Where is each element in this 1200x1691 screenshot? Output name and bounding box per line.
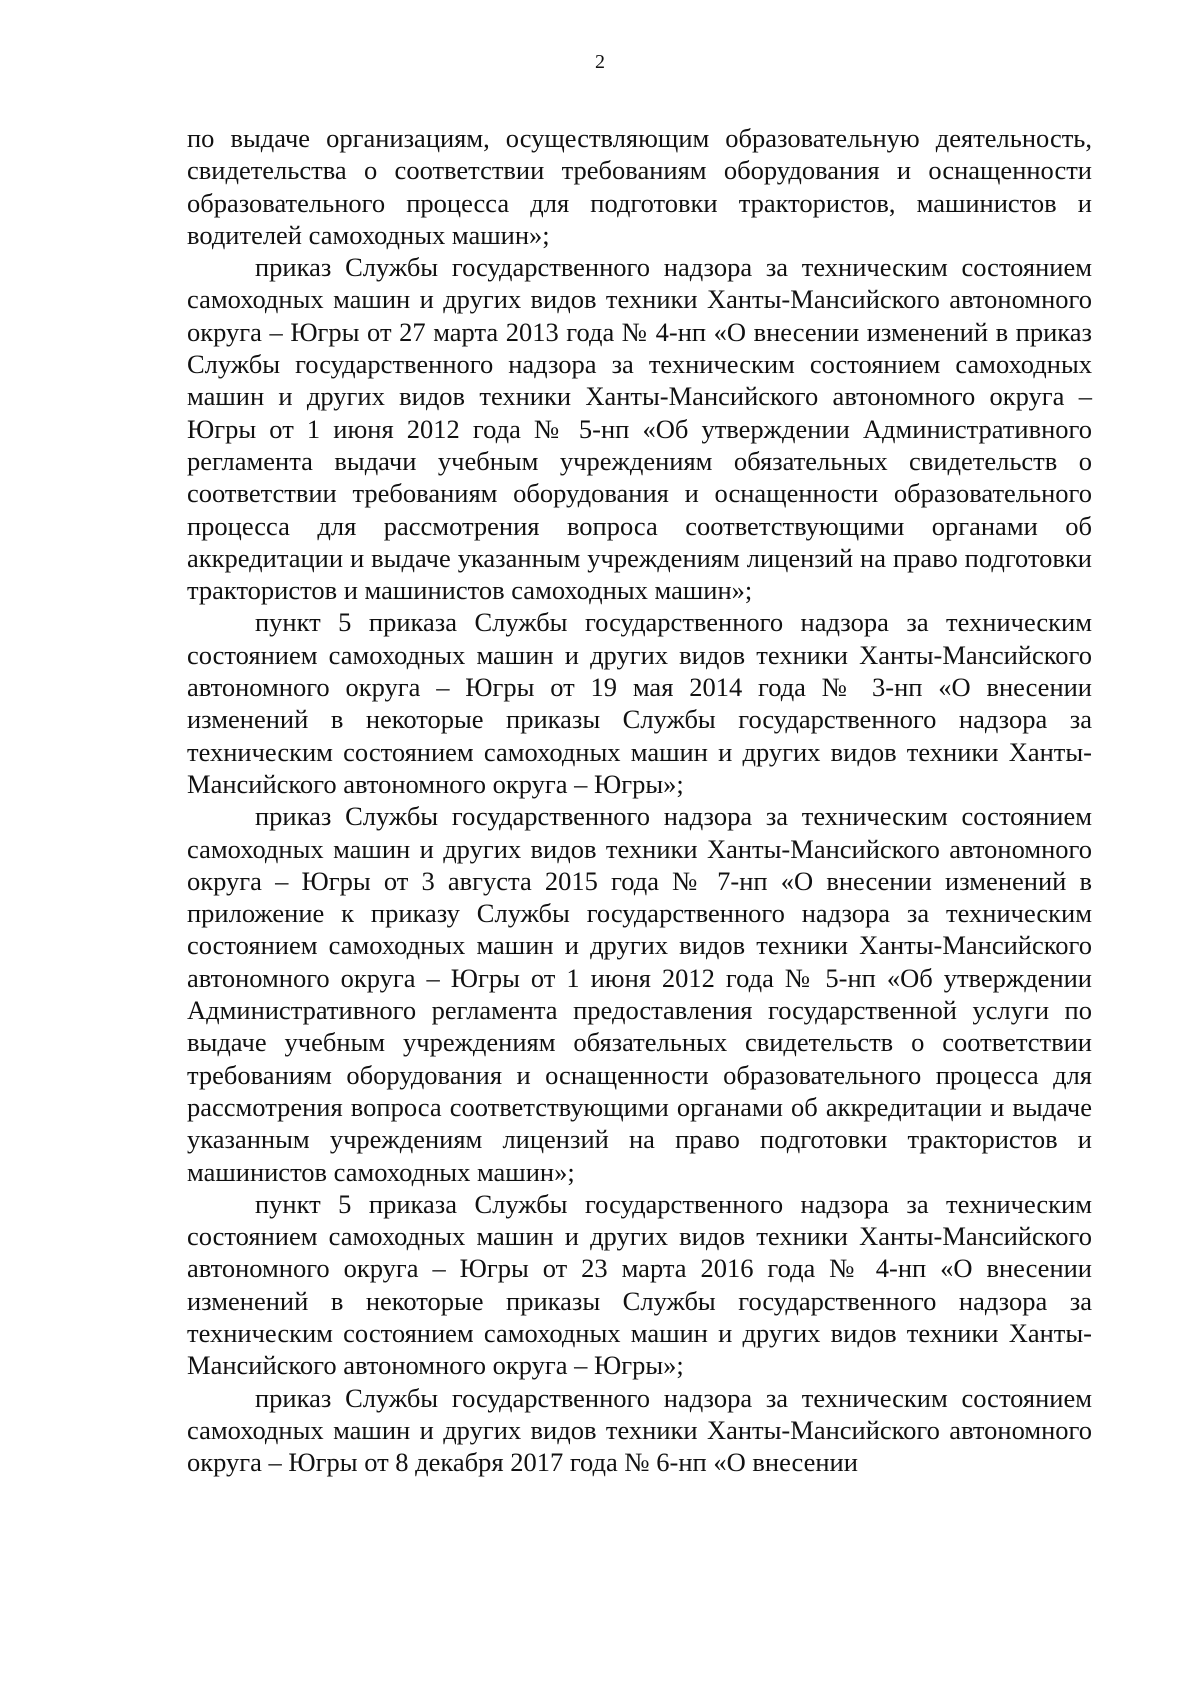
document-body bbox=[187, 122, 1092, 1478]
paragraph-order-2017: приказ Службы государственного надзора за техническим состоянием самоходных машин и других видов техники Ханты-Мансийского автономного округа – Югры от 8 декабря 2017 года № 6-нп «О внесении bbox=[187, 1382, 1092, 1478]
paragraph-continuation: по выдаче организациям, осуществляющим образовательную деятельность, свидетельства о соответствии требованиям оборудования и оснащенности образовательного процесса для подготовки трактористов, машинистов и водителей самоходных машин»; bbox=[187, 123, 1092, 250]
page-number: 2 bbox=[595, 51, 605, 73]
paragraph-order-2013: приказ Службы государственного надзора за техническим состоянием самоходных машин и других видов техники Ханты-Мансийского автономного округа – Югры от 27 марта 2013 года № 4-нп «О внесении изменений в приказ Службы государственного надзора за техническим состоянием самоходных машин и других видов техники Ханты-Мансийского автономного округа – Югры от 1 июня 2012 года № 5-нп «Об утверждении Административного регламента выдачи учебным учреждениям обязательных свидетельств о соответствии требованиям оборудования и оснащенности образовательного процесса для рассмотрения вопроса соответствующими органами об аккредитации и выдаче указанным учреждениям лицензий на право подготовки трактористов и машинистов самоходных машин»; bbox=[187, 252, 1092, 606]
paragraph-order-2016: пункт 5 приказа Службы государственного надзора за техническим состоянием самоходных машин и других видов техники Ханты-Мансийского автономного округа – Югры от 23 марта 2016 года № 4-нп «О внесении изменений в некоторые приказы Службы государственного надзора за техническим состоянием самоходных машин и других видов техники Ханты-Мансийского автономного округа – Югры»; bbox=[187, 1188, 1092, 1381]
paragraph-order-2015: приказ Службы государственного надзора за техническим состоянием самоходных машин и других видов техники Ханты-Мансийского автономного округа – Югры от 3 августа 2015 года № 7-нп «О внесении изменений в приложение к приказу Службы государственного надзора за техническим состоянием самоходных машин и других видов техники Ханты-Мансийского автономного округа – Югры от 1 июня 2012 года № 5-нп «Об утверждении Административного регламента предоставления государственной услуги по выдаче учебным учреждениям обязательных свидетельств о соответствии требованиям оборудования и оснащенности образовательного процесса для рассмотрения вопроса соответствующими органами об аккредитации и выдаче указанным учреждениям лицензий на право подготовки трактористов и машинистов самоходных машин»; bbox=[187, 801, 1092, 1187]
paragraph-order-2014: пункт 5 приказа Службы государственного надзора за техническим состоянием самоходных машин и других видов техники Ханты-Мансийского автономного округа – Югры от 19 мая 2014 года № 3-нп «О внесении изменений в некоторые приказы Службы государственного надзора за техническим состоянием самоходных машин и других видов техники Ханты-Мансийского автономного округа – Югры»; bbox=[187, 607, 1092, 799]
